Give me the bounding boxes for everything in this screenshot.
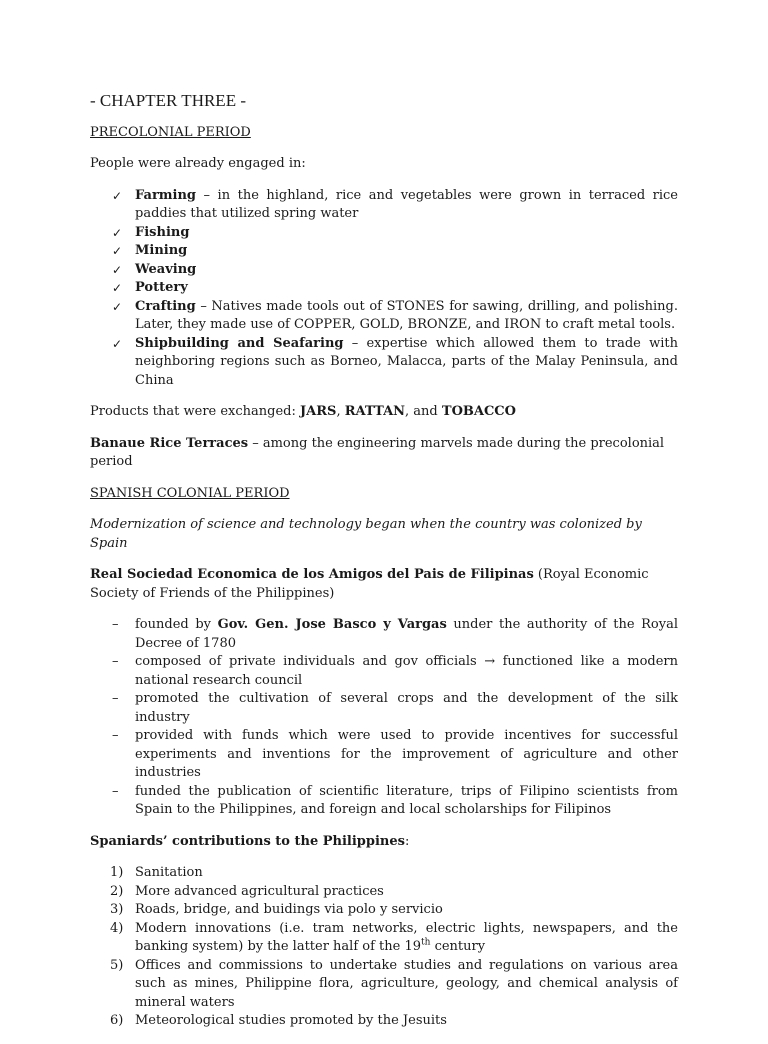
society-list [90, 616, 678, 820]
products-paragraph: Products that were exchanged: JARS, RATTAN, and TOBACCO [90, 404, 516, 419]
checkmark-icon: ✓ [112, 281, 123, 295]
list-item: 2) More advanced agricultural practices [110, 883, 384, 899]
dash-bullet: – [112, 691, 119, 706]
checkmark-icon: ✓ [112, 188, 123, 203]
list-item: – funded the publication of scientific literature, trips of Filipino scientists from Spain to the Philippines, and foreign and local scholarships for Filipinos [112, 783, 678, 817]
banaue-paragraph: Banaue Rice Terraces – among the engineering marvels made during the precolonial period [90, 435, 665, 469]
list-item: ✓ Weaving [90, 261, 678, 280]
list-item: 5) Offices and commissions to undertake studies and regulations on various area such as mines, Philippine flora, agriculture, geology, and chemical analysis of mineral waters [110, 957, 678, 1010]
dash-bullet: – [112, 728, 119, 743]
list-item: 1) Sanitation [110, 865, 203, 880]
society-paragraph: Real Sociedad Economica de los Amigos del Pais de Filipinas (Royal Economic Society of Friends of the Philippines) [90, 567, 649, 601]
precolonial-heading: PRECOLONIAL PERIOD [90, 124, 251, 140]
list-item: – composed of private individuals and gov officials → functioned like a modern national research council [112, 654, 678, 688]
spanish-intro: Modernization of science and technology began when the country was colonized by Spain [90, 517, 642, 551]
list-item: – provided with funds which were used to provide incentives for successful experiments and inventions for the improvement of agriculture and other industries [112, 728, 678, 780]
list-item: ✓ Shipbuilding and Seafaring – expertise which allowed them to trade with neighboring regions such as Borneo, Malacca, parts of the Malay Peninsula, and China [112, 335, 678, 388]
precolonial-list [90, 187, 678, 391]
list-item: ✓ Mining [90, 242, 678, 261]
list-item: ✓ Crafting – Natives made tools out of STONES for sawing, drilling, and polishing. Later, they made use of COPPER, GOLD, BRONZE, and IRON to craft metal tools. [112, 298, 678, 332]
checkmark-icon: ✓ [112, 244, 123, 258]
precolonial-intro: People were already engaged in: [90, 156, 306, 171]
checkmark-icon: ✓ [112, 336, 123, 351]
list-item: ✓ Fishing [90, 224, 678, 243]
list-item: 6) Meteorological studies promoted by the Jesuits [110, 1013, 447, 1028]
checkmark-icon: ✓ [112, 299, 123, 314]
list-item: – promoted the cultivation of several crops and the development of the silk industry [112, 691, 678, 725]
document-page [90, 92, 678, 1044]
spanish-heading: SPANISH COLONIAL PERIOD [90, 485, 290, 501]
contributions-list [90, 864, 678, 1031]
dash-bullet: – [112, 783, 119, 799]
list-item: 3) Roads, bridge, and buidings via polo y servicio [110, 902, 443, 917]
dash-bullet: – [112, 617, 119, 632]
checkmark-icon: ✓ [112, 262, 123, 277]
list-item: 4) Modern innovations (i.e. tram networks, electric lights, newspapers, and the banking system) by the latter half of the 19th century [110, 920, 678, 954]
list-item: ✓ Pottery [90, 279, 678, 298]
chapter-title: - CHAPTER THREE - [90, 91, 246, 110]
contributions-heading: Spaniards’ contributions to the Philippines: [90, 833, 410, 849]
list-item: – founded by Gov. Gen. Jose Basco y Vargas under the authority of the Royal Decree of 1780 [112, 617, 678, 651]
dash-bullet: – [112, 654, 119, 669]
list-item: ✓ Farming – in the highland, rice and vegetables were grown in terraced rice paddies that utilized spring water [112, 187, 678, 221]
checkmark-icon: ✓ [112, 225, 123, 240]
